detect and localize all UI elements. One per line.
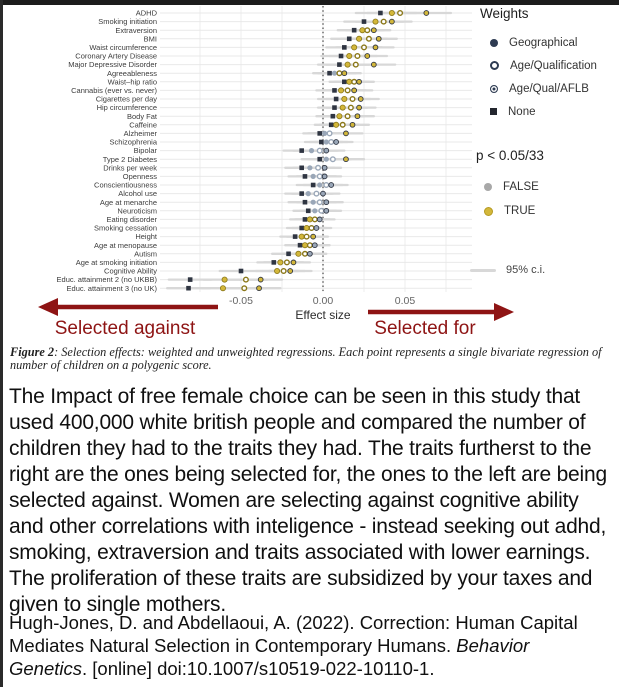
svg-text:Waist–hip ratio: Waist–hip ratio: [107, 77, 157, 87]
svg-text:Effect size: Effect size: [295, 308, 351, 322]
svg-text:Educ. attainment 2 (no UKBB): Educ. attainment 2 (no UKBB): [56, 275, 157, 285]
svg-text:Schizophrenia: Schizophrenia: [109, 137, 157, 147]
svg-text:Conscientiousness: Conscientiousness: [94, 180, 157, 190]
figure-caption-label: Figure 2: [10, 345, 55, 359]
svg-text:Waist circumference: Waist circumference: [89, 43, 157, 52]
svg-text:BMI: BMI: [143, 34, 157, 44]
citation-text: Hugh-Jones, D. and Abdellaoui, A. (2022). Correction: Human Capital Mediates Natural Selection in Contemporary Humans.: [9, 612, 578, 656]
svg-text:Alcohol use: Alcohol use: [118, 189, 157, 199]
legend-weights-title: Weights: [480, 6, 529, 21]
svg-text:0.00: 0.00: [312, 295, 334, 307]
citation-doi: . [online] doi:10.1007/s10519-022-10110-1.: [82, 658, 435, 679]
ring-dot-circle-icon: [490, 85, 498, 93]
svg-text:Eating disorder: Eating disorder: [106, 215, 157, 224]
selected-against-label: Selected against: [54, 318, 196, 339]
svg-text:Type 2 Diabetes: Type 2 Diabetes: [102, 154, 157, 164]
svg-text:Body Fat: Body Fat: [126, 111, 157, 121]
svg-text:ADHD: ADHD: [135, 8, 157, 18]
legend-item-label: Geographical: [509, 36, 578, 49]
open-circle-icon: [490, 61, 499, 70]
svg-text:Autism: Autism: [134, 249, 157, 259]
legend-item-age-qualification: [480, 54, 618, 77]
svg-text:Hip circumference: Hip circumference: [96, 103, 157, 113]
commentary-paragraph: The Impact of free female choice can be seen in this study that used 400,000 white british people and compared the number of children they had to the traits they had. The traits furtherst to the right are the ones being selected for, the ones to the left are being selected against. Women are selecting against cognitive ability and other correlations with inteligence - instead seeking out adhd, smoking, extraversion and traits associated with lower earnings. The proliferation of these traits are subsidized by your taxes and given to single mothers.: [9, 385, 607, 616]
legend-item-label: None: [508, 105, 536, 118]
citation-journal: Behavior Genetics: [9, 635, 530, 679]
svg-text:Openness: Openness: [122, 172, 157, 181]
legend-confidence-interval: [470, 264, 545, 276]
gray-dot-icon: [484, 183, 492, 191]
legend-weights: [480, 6, 618, 123]
selected-for-label: Selected for: [374, 318, 476, 339]
legend-item-label: Age/Qual/AFLB: [509, 82, 589, 95]
legend-item-true: [476, 199, 614, 223]
citation-block: [9, 611, 611, 680]
svg-text:Alzheimer: Alzheimer: [123, 129, 157, 138]
svg-text:Major Depressive Disorder: Major Depressive Disorder: [68, 60, 157, 70]
figure-caption-text: : Selection effects: weighted and unweighted regressions. Each point represents a single bivariate regression of number of children on a polygenic score.: [10, 345, 602, 372]
svg-text:Neuroticism: Neuroticism: [117, 206, 157, 216]
svg-text:Coronary Artery Disease: Coronary Artery Disease: [75, 51, 157, 61]
svg-text:Age at smoking initiation: Age at smoking initiation: [75, 258, 157, 267]
svg-text:Educ. attainment 3 (no UK): Educ. attainment 3 (no UK): [66, 283, 157, 293]
filled-circle-icon: [490, 39, 498, 47]
legend-significance-title: p < 0.05/33: [476, 148, 544, 163]
figure-caption: [10, 346, 609, 372]
legend-item-label: TRUE: [504, 205, 536, 217]
svg-text:Age at menarche: Age at menarche: [99, 197, 157, 207]
ci-line-icon: [470, 269, 496, 272]
legend-item-geographical: [480, 31, 618, 54]
svg-text:Drinks per week: Drinks per week: [103, 163, 157, 173]
ci-label: 95% c.i.: [506, 264, 546, 276]
svg-text:Smoking initiation: Smoking initiation: [98, 17, 157, 27]
svg-text:0.05: 0.05: [394, 295, 416, 307]
svg-text:Caffeine: Caffeine: [129, 120, 157, 130]
legend-item-label: FALSE: [503, 181, 539, 193]
svg-text:Bipolar: Bipolar: [133, 146, 157, 156]
legend-item-none: [480, 100, 618, 123]
svg-text:Height: Height: [135, 232, 157, 242]
svg-text:Cognitive Ability: Cognitive Ability: [104, 266, 157, 276]
svg-text:-0.05: -0.05: [229, 295, 253, 307]
legend-item-age-qual-aflb: [480, 77, 618, 100]
yellow-dot-icon: [484, 207, 493, 216]
svg-text:Agreeableness: Agreeableness: [106, 68, 157, 78]
svg-text:Cannabis (ever vs. never): Cannabis (ever vs. never): [71, 86, 157, 95]
svg-text:Cigarettes per day: Cigarettes per day: [95, 94, 157, 104]
filled-square-icon: [490, 108, 497, 115]
legend-significance: [476, 148, 614, 223]
legend-item-false: [476, 175, 614, 199]
svg-text:Extraversion: Extraversion: [115, 25, 157, 35]
svg-text:Age at menopause: Age at menopause: [94, 240, 157, 250]
svg-text:Smoking cessation: Smoking cessation: [94, 223, 157, 233]
legend-item-label: Age/Qualification: [510, 59, 597, 72]
